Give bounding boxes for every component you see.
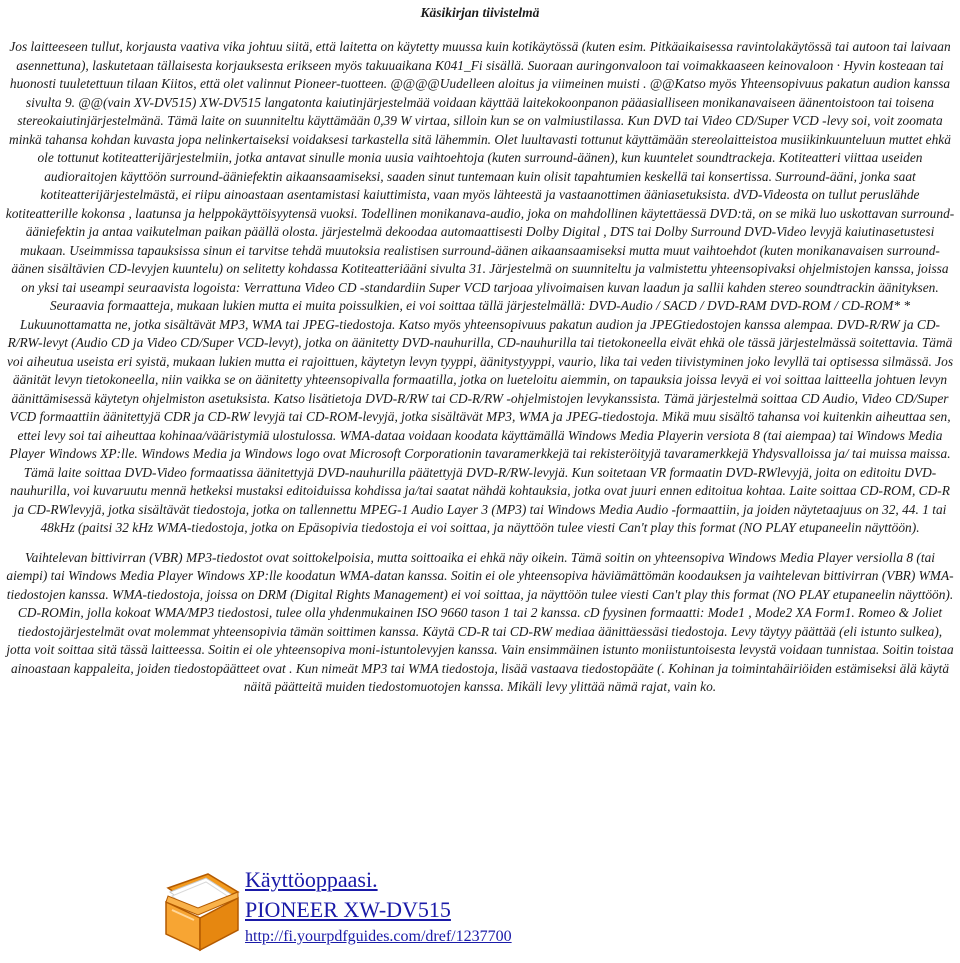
guide-url-link[interactable]: http://fi.yourpdfguides.com/dref/1237700 — [245, 928, 512, 945]
document-body — [5, 38, 955, 697]
paragraph: Jos laitteeseen tullut, korjausta vaativa vika johtuu siitä, että laitetta on käytetty muussa kuin kotikäytössä (kuten esim. Pitkäaikaisessa ravintolakäytössä tai autoon tai laivaan asennettuna), laskutetaan tällaisesta korjauksesta erikseen myös takuuaikana K041_Fi sisällä. Suoraan auringonvaloon tai voimakkaaseen keinovaloon · Hyvin kosteaan tai huonosti tuuletettuun tilaan Kiitos, että olet valinnut Pioneer-tuotteen. @@@@Uudelleen aloitus ja viimeinen muisti . @@Katso myös Yhteensopivuus pakatun audion kanssa sivulta 9. @@(vain XV-DV515) XW-DV515 langatonta kaiutinjärjestelmää voidaan käyttää laitekokoonpanon pääasialliseen monikanavaiseen äänentoistoon tai toisena stereokaiutinjärjestelmänä. Tämä laite on suunniteltu käyttämään 0,39 W virtaa, silloin kun se on valmiustilassa. Kun DVD tai Video CD/Super VCD -levy soi, voit zoomata minkä tahansa kohdan kuvasta jopa nelinkertaiseksi voidaksesi tarkastella sitä lähemmin. Olet luultavasti tottunut käyttämään stereolaitteistoa musiikinkuunteluun muttet ehkä ole tottunut kotiteatterijärjestelmiin, jotka antavat sinulle monia uusia vaihtoehtoja (kuten surround-äänen), kun kuuntelet soundtrackeja. Kotiteatteri viittaa useiden audioraitojen käyttöön surround-ääniefektin aikaansaamiseksi, saaden sinut tuntemaan kuin olisit tapahtumien keskellä tai konsertissa. Surround-ääni, jonka saat kotiteatterijärjestelmästä, ei riipu ainoastaan asentamistasi kaiuttimista, vaan myös lähteestä ja vastaanottimen ääniasetuksista. dVD-Videosta on tullut peruslähde kotiteatterille kokonsa , laatunsa ja helppokäyttöisyytensä vuoksi. Todellinen monikanava-audio, joka on mahdollinen käytettäessä DVD:tä, on se mikä luo uskottavan surround-äänief​ektin ja antaa vaikutelman paikan päällä olosta. järjestelmä dekoodaa automaattisesti Dolby Digital , DTS tai Dolby Surround DVD-Video levyjä kaiutinasetustesi mukaan. Useimmissa tapauksissa sinun ei tarvitse tehdä muutoksia realistisen surround-äänen aikaansaamiseksi mutta muut vaihtoehdot (kuten monikanavaisen surround-äänen sisältävien CD-levyjen kuuntelu) on selitetty kohdassa Kotiteatteriääni sivulta 31. Järjestelmä on suunniteltu ja valmistettu yhteensopivaksi ohjelmistojen kanssa, joissa on yksi tai useampi seuraavista logoista: Verrattuna Video CD -standardiin Super VCD tarjoaa ylivoimaisen kuvan laadun ja sallii kahden stereo soundtrackin äänityksen. Seuraavia formaatteja, mukaan lukien mutta ei muita poissulkien, ei voi soittaa tällä järjestelmällä: DVD-Audio / SACD / DVD-RAM DVD-ROM / CD-ROM* * Lukuunottamatta ne, jotka sisältävät MP3, WMA tai JPEG-tiedostoja. Katso myös yhteensopivuus pakatun audion ja JPEGtiedostojen kanssa alempaa. DVD-R/RW ja CD-R/RW-levyt (Audio CD ja Video CD/Super VCD-levyt), jotka on äänitetty DVD-nauhurilla, CD-nauhurilla tai tietokoneella eivät ehkä ole tässä järjestelmässä soitettavia. Tämä voi aiheutua useista eri syistä, mukaan lukien mutta ei rajoittuen, käytetyn levyn tyyppi, äänitystyyppi, vaurio, lika tai veden tiivistyminen joko levyllä tai optisessa silmässä. Jos äänität levyn tietokoneella, niin vaikka se on äänitetty yhteensopivalla formaatilla, jotka on lueteloitu aiemmin, on tapauksia joissa levyä ei voi soittaa laitteella johtuen levyn äänittämisessä käytetyn ohjelmiston asetuksista. Katso lisätietoja DVD-R/RW tai CD-R/RW -ohjelmistojen levykanssista. Tämä järjestelmä soittaa CD Audio, Video CD/Super VCD formaattiin äänitettyjä CDR ja CD-RW levyjä tai CD-ROM-levyjä, jotka sisältävät MP3, WMA ja JPEG-tiedostoja. Mikä muu sisältö tahansa voi kuitenkin aiheuttaa sen, ettei levy soi tai aiheuttaa kohinaa/vääristymiä ulostulossa. WMA-dataa voidaan koodata käyttämällä Windows Media Playerin versiota 8 (tai aiempaa) tai Windows Media Player Windows XP:lle. Windows Media ja Windows logo ovat Microsoft Corporationin tavaramerkkejä tai rekisteröityjä tavaramerkkejä Yhdysvalloissa ja/ tai muissa maissa. Tämä laite soittaa DVD-Video formaatissa äänitettyjä DVD-nauhurilla päätettyjä DVD-R/RW-levyjä. Kun soitetaan VR formaatin DVD-RWlevyjä, joita on editoitu DVD-nauhurilla, voi kuvaruutu mennä hetkeksi mustaksi editoiduissa kohdissa ja/tai saatat nähdä kohtauksia, jotka ovat juuri ennen editoitua kohtaa. Laite soittaa CD-ROM, CD-R ja CD-RWlevyjä, jotka sisältävät tiedostoja, jotka on tallennettu MPEG-1 Audio Layer 3 (MP3) tai Windows Media Audio -formaattiin, ja joiden näytetaajuus on 32, 44. 1 tai 48kHz (paitsi 32 kHz WMA-tiedostoja, jotka on Epäsopivia tiedostoja ei voi soittaa, ja näyttöön tulee viesti Can't play this format (NO PLAY etupaneelin näyttöön). — [5, 39, 955, 535]
paragraph: Vaihtelevan bittivirran (VBR) MP3-tiedostot ovat soittokelpoisia, mutta soittoaika ei ehkä näy oikein. Tämä soitin on yhteensopiva Windows Media Player versiolla 8 (tai aiempi) tai Windows Media Player Windows XP:lle koodatun WMA-datan kanssa. Soitin ei ole yhteensopiva häviämättömän koodauksen ja vaihtelevan bittivirran (VBR) WMA-tiedostojen kanssa. WMA-tiedostoja, joissa on DRM (Digital Rights Management) ei voi soittaa, ja näyttöön tulee viesti Can't play this format (NO PLAY etupaneelin näyttöön). CD-ROMin, jolla kokoat WMA/MP3 tiedostosi, tulee olla yhdenmukainen ISO 9660 tason 1 tai 2 kanssa. cD fyysinen formaatti: Mode1 , Mode2 XA Form1. Romeo & Joliet tiedostojärjestelmät ovat molemmat yhteensopivia tämän soittimen kanssa. Käytä CD-R tai CD-RW mediaa äänittäessäsi tiedostoja. Levy täytyy päättää (eli istunto sulkea), jotta voit soittaa sitä tässä laitteessa. Soitin ei ole yhteensopiva moni-istuntolevyjen kanssa. Vain ensimmäinen istunto moniistuntoisesta levystä voidaan tunnistaa. Soitin toistaa ainoastaan kappaleita, joiden tiedostopäätteet ovat . Kun nimeät MP3 tai WMA tiedostoja, lisää vastaava tiedostopääte (. Kohinan ja toimintahäiriöiden estämiseksi älä käytä näitä päätteitä muiden tiedostomuotojen kanssa. Mikäli levy ylittää nämä rajat, vain ko. — [6, 549, 954, 694]
document-title: Käsikirjan tiivistelmä — [420, 5, 540, 20]
footer-links — [245, 866, 512, 948]
manuals-link[interactable]: Käyttöoppaasi. — [245, 867, 378, 892]
footer — [160, 866, 760, 958]
model-link[interactable]: PIONEER XW-DV515 — [245, 897, 451, 922]
book-icon — [160, 868, 242, 954]
